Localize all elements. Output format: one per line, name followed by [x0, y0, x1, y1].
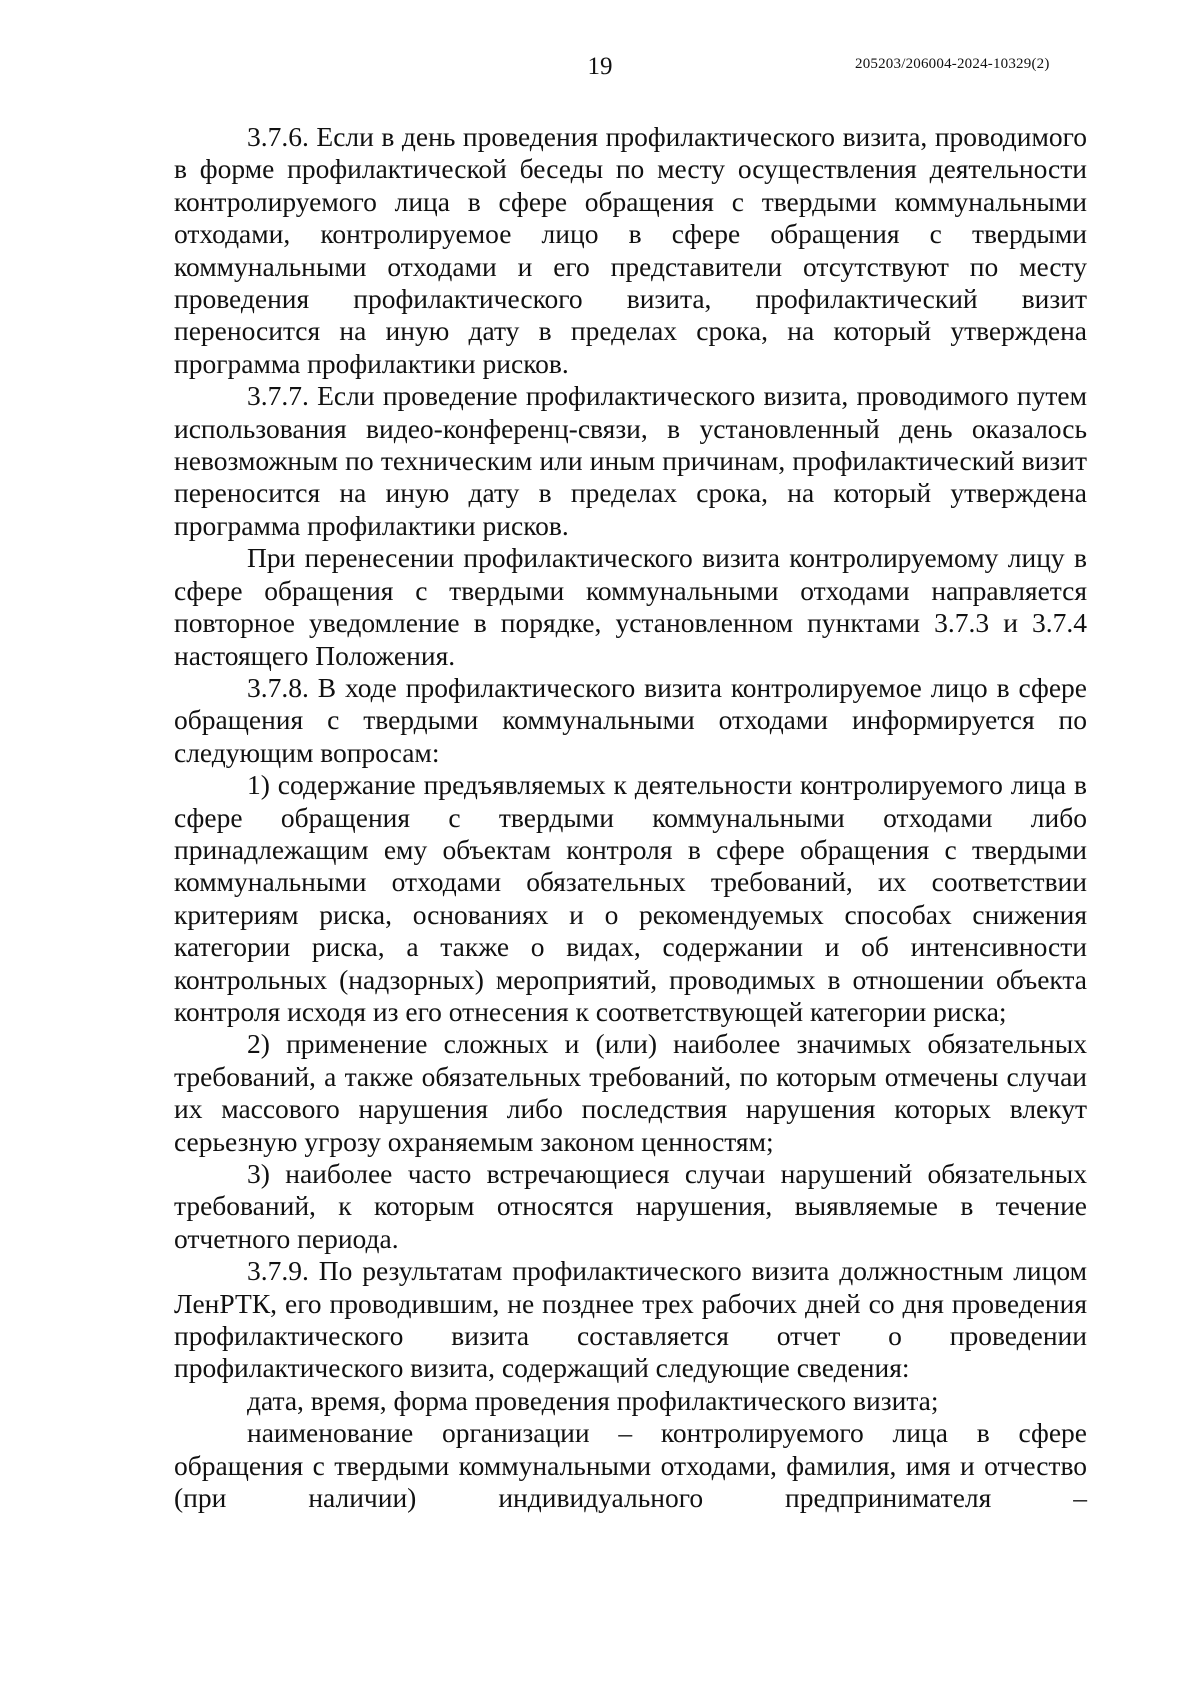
- paragraph-3-7-6: 3.7.6. Если в день проведения профилактического визита, проводимого в форме профилактической беседы по месту осуществления деятельности контролируемого лица в сфере обращения с твердыми коммунальными отходами, контролируемое лицо в сфере обращения с твердыми коммунальными отходами и его представители отсутствуют по месту проведения профилактического визита, профилактический визит переносится на иную дату в пределах срока, на который утверждена программа профилактики рисков.: [174, 121, 1087, 379]
- document-body: [174, 121, 1087, 1514]
- paragraph-rescheduling-notice: При перенесении профилактического визита контролируемому лицу в сфере обращения с твердыми коммунальными отходами направляется повторное уведомление в порядке, установленном пунктами 3.7.3 и 3.7.4 настоящего Положения.: [174, 542, 1087, 671]
- report-field-date-time-form: дата, время, форма проведения профилактического визита;: [247, 1384, 939, 1416]
- list-item-3: 3) наиболее часто встречающиеся случаи нарушений обязательных требований, к которым относятся нарушения, выявляемые в течение отчетного периода.: [174, 1158, 1087, 1254]
- list-item-2: 2) применение сложных и (или) наиболее значимых обязательных требований, а также обязательных требований, по которым отмечены случаи их массового нарушения либо последствия нарушения которых влекут серьезную угрозу охраняемым законом ценностям;: [174, 1028, 1087, 1157]
- paragraph-3-7-8: 3.7.8. В ходе профилактического визита контролируемое лицо в сфере обращения с твердыми коммунальными отходами информируется по следующим вопросам:: [174, 671, 1087, 768]
- paragraph-3-7-7: 3.7.7. Если проведение профилактического визита, проводимого путем использования видео-конференц-связи, в установленный день оказалось невозможным по техническим или иным причинам, профилактический визит переносится на иную дату в пределах срока, на который утверждена программа профилактики рисков.: [174, 380, 1087, 541]
- page-number: 19: [587, 53, 613, 80]
- report-field-organization-name: наименование организации – контролируемого лица в сфере обращения с твердыми коммунальными отходами, фамилия, имя и отчество (при наличии) индивидуального предпринимателя –: [174, 1417, 1087, 1514]
- list-item-1: 1) содержание предъявляемых к деятельности контролируемого лица в сфере обращения с твердыми коммунальными отходами либо принадлежащим ему объектам контроля в сфере обращения с твердыми коммунальными отходами обязательных требований, их соответствии критериям риска, основаниях и о рекомендуемых способах снижения категории риска, а также о видах, содержании и об интенсивности контрольных (надзорных) мероприятий, проводимых в отношении объекта контроля исходя из его отнесения к соответствующей категории риска;: [174, 769, 1087, 1027]
- paragraph-3-7-9: 3.7.9. По результатам профилактического визита должностным лицом ЛенРТК, его проводившим, не позднее трех рабочих дней со дня проведения профилактического визита составляется отчет о проведении профилактического визита, содержащий следующие сведения:: [174, 1255, 1087, 1384]
- document-registration-number: 205203/206004-2024-10329(2): [855, 56, 1050, 72]
